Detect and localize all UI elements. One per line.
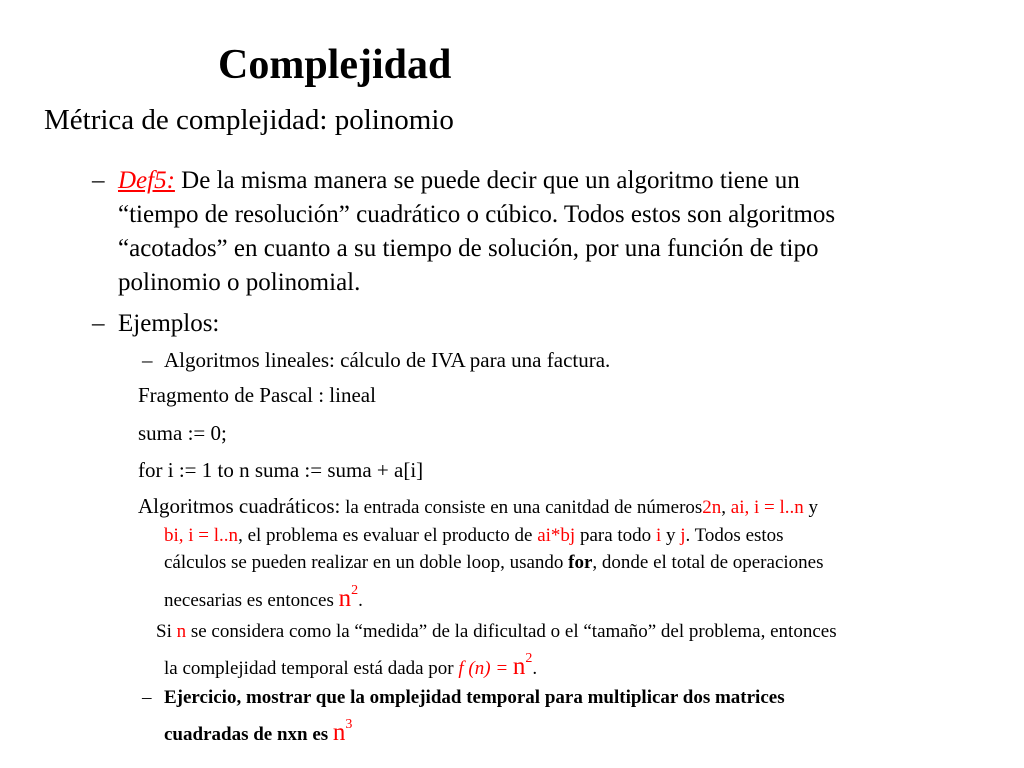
medida-text-2a: la complejidad temporal está dada por: [164, 658, 459, 679]
cuadraticos-text-2c: y: [661, 525, 681, 546]
ejercicio-dash: –: [142, 687, 152, 708]
slide-title: Complejidad: [218, 42, 452, 88]
cuadraticos-text-3b: , donde el total de operaciones: [592, 552, 824, 573]
cuadraticos-text-2a: , el problema es evaluar el producto de: [238, 525, 538, 546]
cuadraticos-text-2d: . Todos estos: [685, 525, 784, 546]
cuadraticos-exponent: 2: [351, 583, 359, 598]
medida-n: n: [176, 621, 187, 642]
ejercicio-exponent: 3: [345, 717, 353, 732]
cuadraticos-bi: bi, i = l..n: [164, 525, 239, 546]
ejercicio-line-1: [142, 687, 785, 708]
cuadraticos-line-4: [164, 584, 363, 611]
def5-dash: –: [92, 167, 105, 194]
ejemplos-dash: –: [92, 310, 105, 337]
cuadraticos-text-1b: ,: [721, 497, 731, 518]
def5-line-2: “tiempo de resolución” cuadrático o cúbico. Todos estos son algoritmos: [118, 201, 836, 228]
ejercicio-n: n: [332, 719, 346, 746]
medida-exponent: 2: [525, 651, 533, 666]
def5-line-3: “acotados” en cuanto a su tiempo de solución, por una función de tipo: [118, 235, 819, 262]
ejercicio-text-1: Ejercicio, mostrar que la omplejidad temporal para multiplicar dos matrices: [164, 687, 785, 708]
cuadraticos-j: j: [680, 525, 686, 546]
cuadraticos-text-3a: cálculos se pueden realizar en un doble loop, usando: [164, 552, 569, 573]
medida-line-2: [164, 652, 537, 679]
pascal-code-line-1: suma := 0;: [138, 421, 227, 445]
ejercicio-text-2: cuadradas de nxn es: [164, 724, 333, 745]
cuadraticos-2n: 2n: [702, 497, 722, 518]
cuadraticos-i: i: [655, 525, 662, 546]
cuadraticos-text-4b: .: [358, 590, 363, 611]
lineales-dash: –: [142, 348, 153, 372]
pascal-fragment-label: Fragmento de Pascal : lineal: [138, 383, 376, 407]
lineales-line: [142, 348, 611, 372]
cuadraticos-line-1: [138, 496, 818, 517]
medida-fn: f (n) =: [458, 658, 513, 679]
medida-big-n: n: [512, 653, 526, 680]
cuadraticos-text-1a: la entrada consiste en una canitdad de números: [340, 497, 703, 518]
ejercicio-line-2: [164, 718, 352, 745]
cuadraticos-text-2b: para todo: [575, 525, 656, 546]
pascal-code-line-2: for i := 1 to n suma := suma + a[i]: [138, 458, 424, 482]
cuadraticos-line-3: [164, 553, 824, 572]
ejemplos-line: [92, 310, 220, 337]
medida-text-1b: se considera como la “medida” de la dificultad o el “tamaño” del problema, entonces: [186, 621, 837, 642]
def5-text-1: De la misma manera se puede decir que un algoritmo tiene un: [181, 167, 800, 194]
medida-line-1: [156, 622, 837, 641]
def5-label: Def5:: [118, 167, 175, 194]
slide-subtitle: Métrica de complejidad: polinomio: [44, 104, 454, 136]
lineales-text: Algoritmos lineales: cálculo de IVA para una factura.: [164, 348, 611, 372]
ejemplos-label: Ejemplos:: [118, 310, 220, 337]
cuadraticos-aibj: ai*bj: [537, 525, 576, 546]
cuadraticos-label: Algoritmos cuadráticos:: [138, 494, 341, 518]
cuadraticos-line-2: [164, 526, 784, 545]
cuadraticos-for: for: [568, 552, 593, 573]
cuadraticos-text-4a: necesarias es entonces: [164, 590, 339, 611]
cuadraticos-ai: ai, i = l..n: [730, 497, 804, 518]
cuadraticos-text-1c: y: [803, 497, 819, 518]
medida-text-1a: Si: [156, 621, 177, 642]
medida-text-2b: .: [532, 658, 538, 679]
def5-line-4: polinomio o polinomial.: [118, 269, 361, 296]
def5-line-1: [92, 167, 800, 194]
cuadraticos-n: n: [338, 585, 352, 612]
